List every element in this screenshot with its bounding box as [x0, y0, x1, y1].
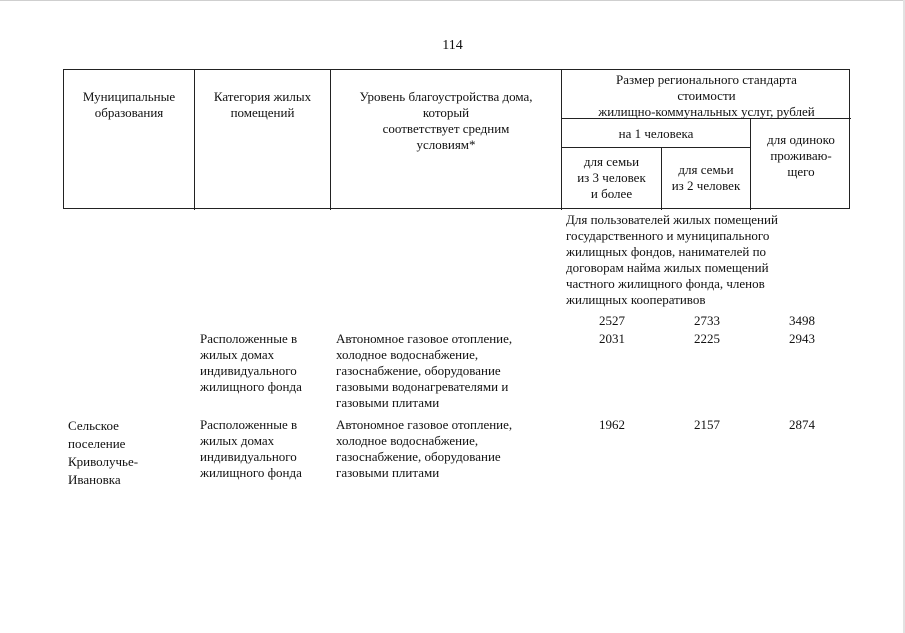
section-note [566, 212, 856, 308]
row-category [200, 417, 330, 481]
level-line: газовыми плитами [336, 465, 440, 480]
header-text-line: для семьи [583, 154, 640, 169]
level-line: газоснабжение, оборудование [336, 363, 501, 378]
header-text-line: который [422, 105, 470, 120]
category-line: жилых домах [200, 433, 275, 448]
header-family2 [662, 162, 750, 194]
header-text-line: из 2 человек [671, 178, 741, 193]
header-text-line: для семьи [678, 162, 734, 177]
value-family3: 2527 [599, 313, 625, 328]
header-text-line: Размер регионального стандарта [616, 72, 797, 87]
category-line: жилых домах [200, 347, 275, 362]
note-line: Для пользователей жилых помещений [566, 212, 778, 227]
header-text-line: образования [94, 105, 164, 120]
row-level [336, 331, 561, 411]
note-line: государственного и муниципального [566, 228, 770, 243]
category-line: жилищного фонда [200, 379, 302, 394]
scan-edge [0, 0, 905, 1]
row-municipality [68, 417, 198, 489]
row-category [200, 331, 330, 395]
table-header [63, 69, 850, 209]
header-text-line: и более [590, 186, 633, 201]
header-text-line: помещений [230, 105, 295, 120]
municipality-line: Сельское [68, 418, 119, 433]
level-line: газовыми водонагревателями и [336, 379, 509, 394]
header-text-line: соответствует средним [382, 121, 510, 136]
header-text-line: щего [787, 164, 815, 179]
category-line: индивидуального [200, 363, 297, 378]
header-per-person: на 1 человека [618, 126, 694, 141]
note-line: договорам найма жилых помещений [566, 260, 769, 275]
category-line: Расположенные в [200, 417, 298, 432]
note-line: жилищных фондов, нанимателей по [566, 244, 767, 259]
row-level [336, 417, 561, 481]
header-family3 [562, 154, 661, 202]
header-text-line: условиям* [416, 137, 476, 152]
header-text-line: Муниципальные [82, 89, 176, 104]
note-line: жилищных кооперативов [566, 292, 706, 307]
header-single [751, 132, 851, 180]
municipality-line: Ивановка [68, 472, 121, 487]
value-family2: 2157 [694, 417, 720, 432]
value-family2: 2225 [694, 331, 720, 346]
note-line: частного жилищного фонда, членов [566, 276, 765, 291]
value-family3: 2031 [599, 331, 625, 346]
header-text-line: проживаю- [770, 148, 832, 163]
header-level [331, 89, 561, 153]
level-line: газоснабжение, оборудование [336, 449, 501, 464]
row-divider [561, 147, 750, 148]
category-line: индивидуального [200, 449, 297, 464]
header-text-line: Уровень благоустройства дома, [359, 89, 533, 104]
header-text-line: из 3 человек [577, 170, 646, 185]
municipality-line: Криволучье- [68, 454, 139, 469]
header-text-line: стоимости [677, 88, 736, 103]
header-category [195, 89, 330, 121]
value-single: 2874 [789, 417, 815, 432]
header-standard [562, 72, 851, 120]
level-line: холодное водоснабжение, [336, 347, 479, 362]
value-family2: 2733 [694, 313, 720, 328]
municipality-line: поселение [68, 436, 126, 451]
category-line: Расположенные в [200, 331, 298, 346]
header-text-line: жилищно-коммунальных услуг, рублей [598, 104, 815, 119]
page-number: 114 [442, 38, 463, 53]
header-text-line: для одиноко [767, 132, 835, 147]
level-line: Автономное газовое отопление, [336, 331, 513, 346]
category-line: жилищного фонда [200, 465, 302, 480]
value-family3: 1962 [599, 417, 625, 432]
value-single: 2943 [789, 331, 815, 346]
level-line: холодное водоснабжение, [336, 433, 479, 448]
level-line: Автономное газовое отопление, [336, 417, 513, 432]
header-municipality [64, 89, 194, 121]
level-line: газовыми плитами [336, 395, 440, 410]
value-single: 3498 [789, 313, 815, 328]
header-text-line: Категория жилых [213, 89, 312, 104]
